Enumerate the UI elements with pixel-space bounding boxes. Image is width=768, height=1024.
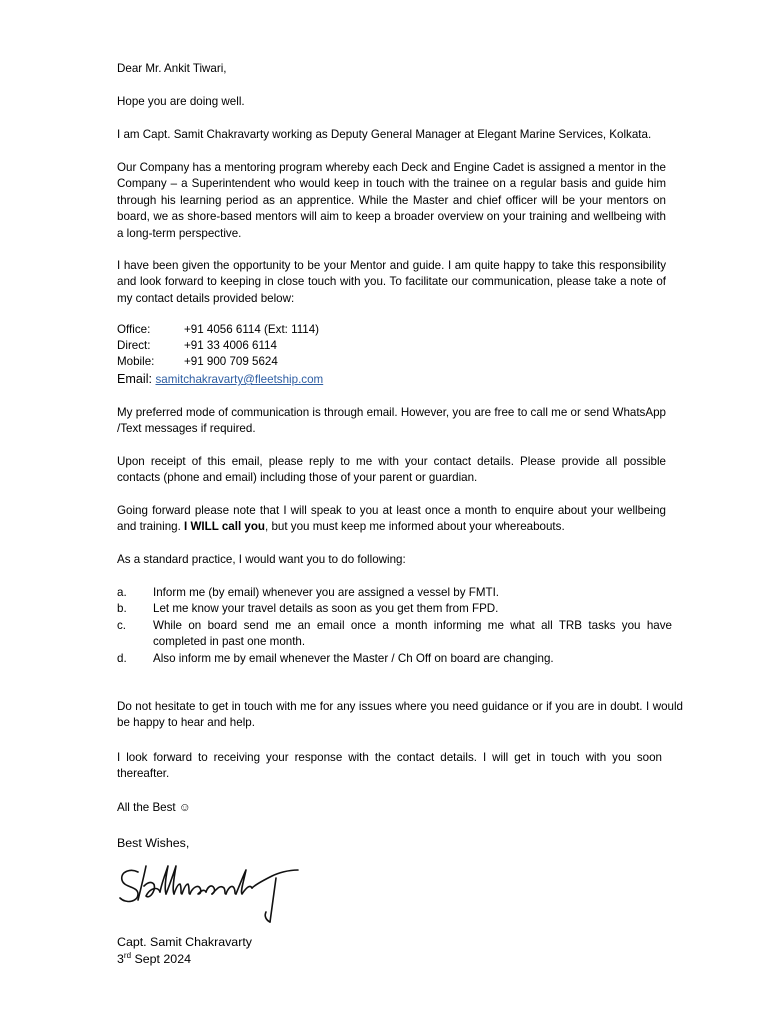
opportunity-paragraph: I have been given the opportunity to be your Mentor and guide. I am quite happy to take this responsibility and look forward to keeping in close touch with you. To facilitate our communication, please take a note of my contact details provided below: <box>117 259 666 305</box>
list-text: While on board send me an email once a month informing me what all TRB tasks you have completed in past one month. <box>153 619 672 649</box>
hesitate-paragraph: Do not hesitate to get in touch with me for any issues where you need guidance or if you are in doubt. I would be happy to hear and help. <box>117 700 683 730</box>
list-marker: c. <box>117 619 127 632</box>
list-text: Inform me (by email) whenever you are assigned a vessel by FMTI. <box>153 586 500 599</box>
greeting: Hope you are doing well. <box>117 95 245 108</box>
email-link[interactable]: samitchakravarty@fleetship.com <box>155 373 324 386</box>
contact-details <box>117 322 677 392</box>
mobile-value: +91 900 709 5624 <box>184 355 278 368</box>
receipt-paragraph: Upon receipt of this email, please reply to me with your contact details. Please provide all possible contacts (phone and email) including those of your parent or guardian. <box>117 455 666 485</box>
office-value: +91 4056 6114 (Ext: 1114) <box>184 323 320 336</box>
email-row <box>117 371 323 388</box>
letter-date <box>117 951 191 968</box>
intro-paragraph: I am Capt. Samit Chakravarty working as Deputy General Manager at Elegant Marine Services, Kolkata. <box>117 128 652 141</box>
list-marker: b. <box>117 602 127 615</box>
practice-list <box>117 585 672 670</box>
list-text: Let me know your travel details as soon as you get them from FPD. <box>153 602 499 615</box>
going-forward-paragraph <box>117 503 666 536</box>
date-suffix: rd <box>123 950 132 960</box>
email-label: Email: <box>117 372 152 386</box>
list-marker: a. <box>117 586 127 599</box>
all-the-best: All the Best ☺ <box>117 801 191 814</box>
communication-mode-paragraph: My preferred mode of communication is through email. However, you are free to call me or send WhatsApp /Text messages if required. <box>117 406 666 436</box>
date-day: 3 <box>117 952 124 966</box>
practice-intro: As a standard practice, I would want you to do following: <box>117 553 406 566</box>
response-paragraph: I look forward to receiving your response with the contact details. I will get in touch with you soon thereafter. <box>117 751 662 781</box>
will-call-emphasis: I WILL call you <box>184 520 265 534</box>
office-label: Office: <box>117 323 151 336</box>
mobile-label: Mobile: <box>117 355 155 368</box>
list-text: Also inform me by email whenever the Master / Ch Off on board are changing. <box>153 652 554 665</box>
closing: Best Wishes, <box>117 836 190 850</box>
direct-label: Direct: <box>117 339 151 352</box>
date-rest: Sept 2024 <box>131 952 191 966</box>
signature <box>116 858 326 930</box>
mentoring-program-paragraph: Our Company has a mentoring program whereby each Deck and Engine Cadet is assigned a mentor in the Company – a Superintendent who would keep in touch with the trainee on a regular basis and guide him through his learning period as an apprentice. While the Master and chief officer will be your mentors on board, we as shore-based mentors will aim to keep a broader overview on your training and wellbeing with a long-term perspective. <box>117 161 666 240</box>
going-forward-text-end: , but you must keep me informed about your whereabouts. <box>265 520 565 534</box>
signer-name: Capt. Samit Chakravarty <box>117 935 252 949</box>
list-marker: d. <box>117 652 127 665</box>
going-forward-text: Going forward please note that I will speak to you at least once a month to enquire about your wellbeing and training. <box>117 504 666 534</box>
direct-value: +91 33 4006 6114 <box>184 339 277 352</box>
salutation: Dear Mr. Ankit Tiwari, <box>117 62 227 75</box>
